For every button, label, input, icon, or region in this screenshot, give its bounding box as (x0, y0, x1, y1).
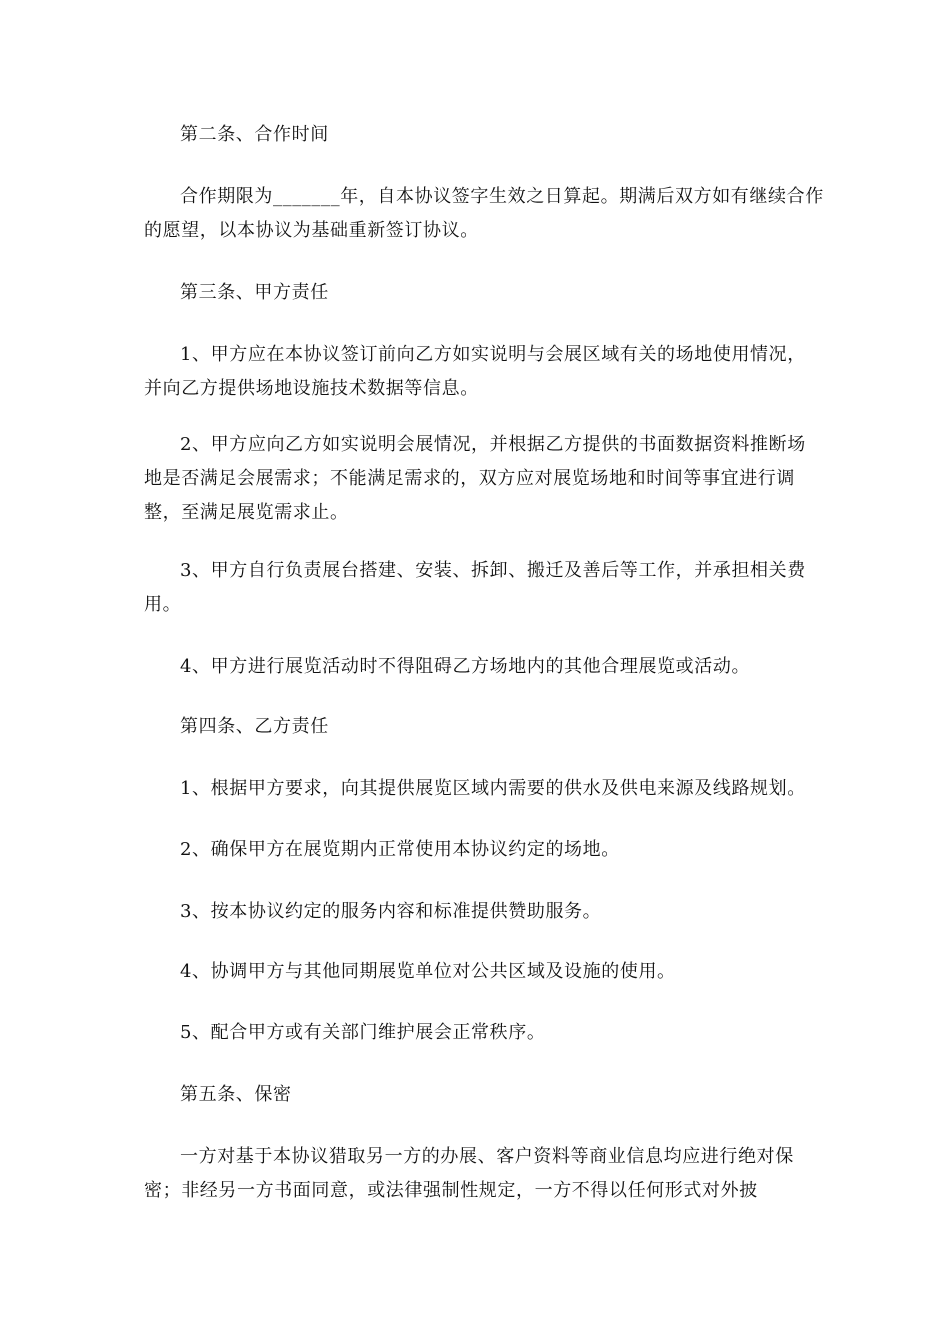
article-4-item-3: 3、按本协议约定的服务内容和标准提供赞助服务。 (180, 901, 602, 922)
article-2-heading: 第二条、合作时间 (180, 124, 329, 145)
article-4-item-1: 1、根据甲方要求，向其提供展览区域内需要的供水及供电来源及线路规划。 (180, 778, 806, 799)
article-3-item-1: 1、甲方应在本协议签订前向乙方如实说明与会展区域有关的场地使用情况，并向乙方提供场地设施技术数据等信息。 (144, 344, 806, 399)
article-3-item-3: 3、甲方自行负责展台搭建、安装、拆卸、搬迁及善后等工作，并承担相关费用。 (144, 560, 806, 615)
article-4-item-2: 2、确保甲方在展览期内正常使用本协议约定的场地。 (180, 839, 620, 860)
article-4-heading: 第四条、乙方责任 (180, 716, 329, 737)
article-4-item-5: 5、配合甲方或有关部门维护展会正常秩序。 (180, 1022, 546, 1043)
article-3-item-4: 4、甲方进行展览活动时不得阻碍乙方场地内的其他合理展览或活动。 (180, 656, 751, 677)
article-3-heading: 第三条、甲方责任 (180, 282, 329, 303)
article-5-body: 一方对基于本协议猎取另一方的办展、客户资料等商业信息均应进行绝对保密；非经另一方书面同意，或法律强制性规定，一方不得以任何形式对外披 (144, 1146, 794, 1201)
article-4-item-4: 4、协调甲方与其他同期展览单位对公共区域及设施的使用。 (180, 961, 676, 982)
article-3-item-2: 2、甲方应向乙方如实说明会展情况，并根据乙方提供的书面数据资料推断场地是否满足会展需求；不能满足需求的，双方应对展览场地和时间等事宜进行调整，至满足展览需求止。 (144, 434, 806, 523)
article-5-heading: 第五条、保密 (180, 1084, 292, 1105)
article-2-body: 合作期限为_______年，自本协议签字生效之日算起。期满后双方如有继续合作的愿望，以本协议为基础重新签订协议。 (144, 186, 824, 241)
